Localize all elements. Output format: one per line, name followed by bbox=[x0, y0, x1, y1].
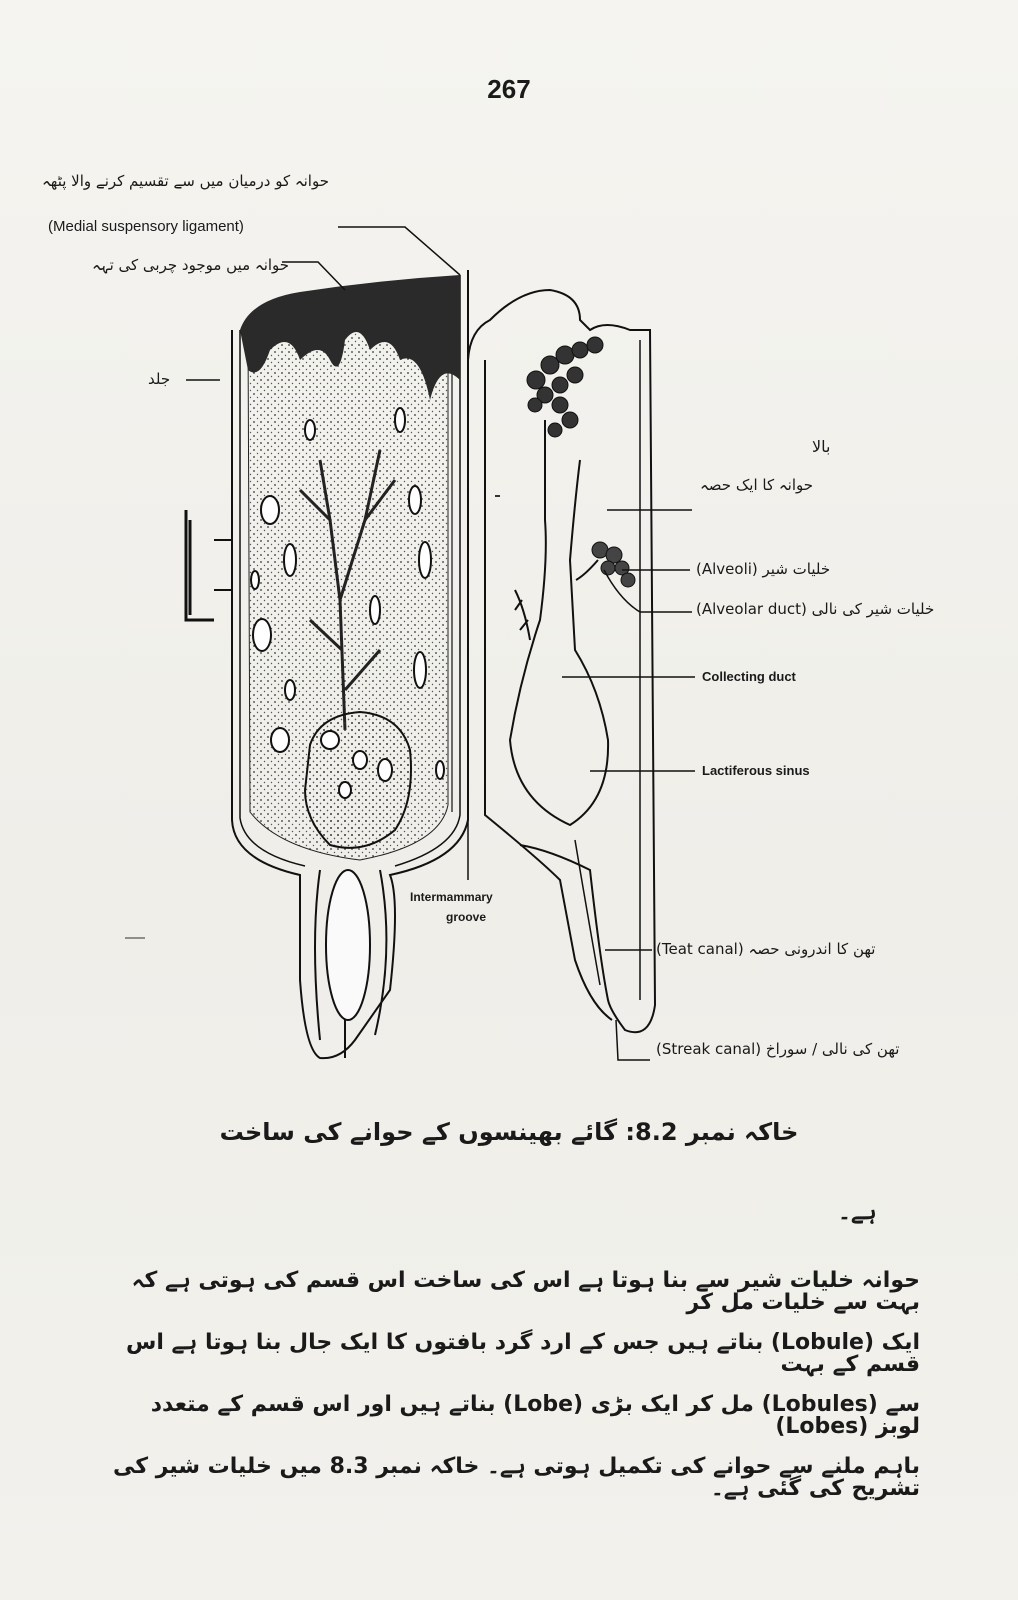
paragraph-line-2: ایک (Lobule) بناتے ہیں جس کے ارد گرد بافتوں کا ایک جال بنا ہوتا ہے اس قسم کے بہت bbox=[125, 1330, 920, 1377]
label-alveolar-duct: خلیات شیر کی نالی (Alveolar duct) bbox=[696, 600, 935, 618]
label-streak-canal: تھن کی نالی / سوراخ (Streak canal) bbox=[656, 1040, 900, 1058]
paragraph-line-3: سے (Lobules) مل کر ایک بڑی (Lobe) بناتے ہیں اور اس قسم کے متعدد لوبز (Lobes) bbox=[150, 1392, 920, 1439]
figure-caption: خاکہ نمبر 8.2: گائے بھینسوں کے حوانے کی ساخت bbox=[219, 1118, 799, 1146]
label-skin-urdu: جلد bbox=[148, 370, 171, 388]
label-lactiferous-sinus: Lactiferous sinus bbox=[702, 763, 810, 778]
label-top-urdu: بالا bbox=[812, 437, 831, 456]
left-udder-section bbox=[186, 270, 468, 1058]
label-fat-layer-urdu: حوانہ میں موجود چربی کی تہہ bbox=[92, 256, 290, 274]
label-medial-ligament-urdu: حوانہ کو درمیان میں سے تقسیم کرنے والا پٹھہ bbox=[42, 172, 329, 190]
label-teat-canal: تھن کا اندرونی حصہ (Teat canal) bbox=[656, 940, 876, 958]
continuation-text: ہے۔ bbox=[838, 1200, 877, 1225]
label-intermammary-2: groove bbox=[446, 910, 487, 924]
label-alveoli: خلیات شیر (Alveoli) bbox=[696, 560, 831, 578]
page-number: 267 bbox=[487, 74, 531, 104]
label-intermammary-1: Intermammary bbox=[410, 890, 493, 904]
label-udder-part: حوانہ کا ایک حصہ bbox=[700, 476, 814, 494]
paragraph-line-4: باہم ملنے سے حوانے کی تکمیل ہوتی ہے۔ خاکہ نمبر 8.3 میں خلیات شیر کی تشریح کی گئی ہے۔ bbox=[113, 1454, 920, 1501]
label-collecting-duct: Collecting duct bbox=[702, 669, 796, 684]
right-udder-outline bbox=[468, 290, 655, 1032]
paragraph-line-1: حوانہ خلیات شیر سے بنا ہوتا ہے اس کی ساخت اس قسم کی ہوتی ہے کہ بہت سے خلیات مل کر bbox=[131, 1268, 920, 1315]
label-medial-ligament-en: (Medial suspensory ligament) bbox=[48, 218, 244, 235]
